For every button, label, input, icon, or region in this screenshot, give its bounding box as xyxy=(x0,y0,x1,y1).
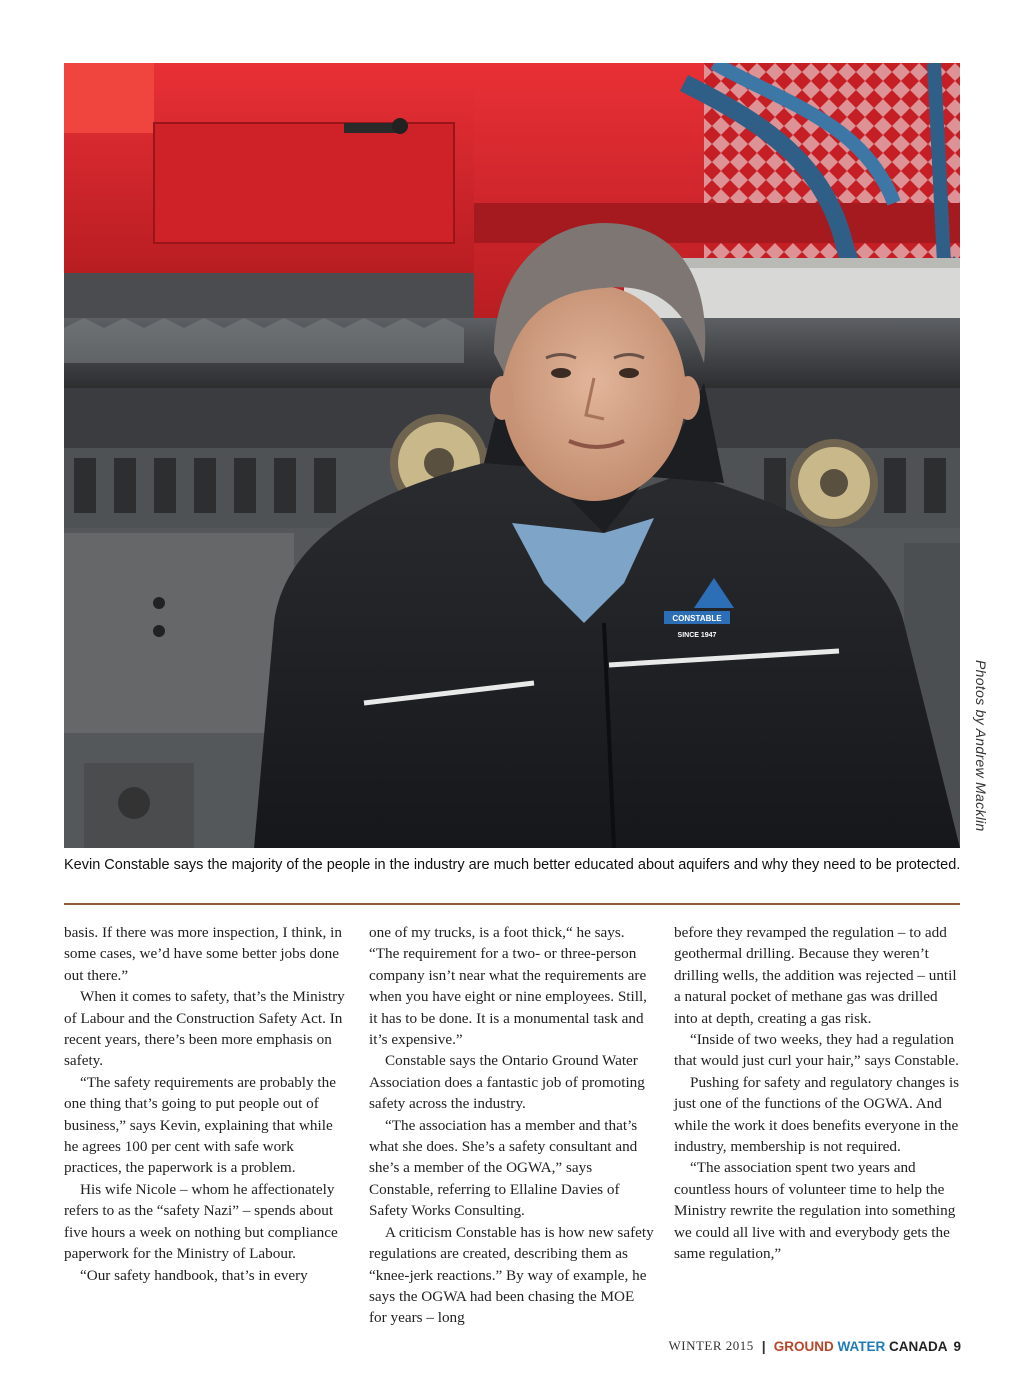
photo-credit xyxy=(971,660,991,850)
issue-season: WINTER 2015 xyxy=(668,1338,754,1353)
paragraph: “The safety requirements are probably the one thing that’s going to put people out of business,” says Kevin, explaining that while he agrees 100 per cent with safe work practices, the paperwork is a problem. xyxy=(64,1073,336,1177)
paragraph: When it comes to safety, that’s the Ministry of Labour and the Construction Safety Act. In recent years, there’s been more emphasis on safety. xyxy=(64,988,345,1070)
feature-photo xyxy=(64,63,960,848)
article-body xyxy=(64,922,960,1332)
paragraph: A criticism Constable has is how new safety regulations are created, describing them as “knee-jerk reactions.” By way of example, he says the OGWA had been chasing the MOE for years – long xyxy=(369,1223,654,1327)
magazine-name-ground: GROUND xyxy=(773,1338,834,1354)
paragraph: His wife Nicole – whom he affectionately refers to as the “safety Nazi” – spends about five hours a week on nothing but compliance paperwork for the Ministry of Labour. xyxy=(64,1180,338,1263)
column-3 xyxy=(674,922,960,1332)
page-footer xyxy=(668,1336,961,1356)
paragraph: Constable says the Ontario Ground Water Association does a fantastic job of promoting safety across the industry. xyxy=(369,1052,645,1113)
paragraph: Pushing for safety and regulatory changes is just one of the functions of the OGWA. And while the work it does benefits everyone in the industry, membership is not required. xyxy=(674,1073,960,1156)
magazine-name-canada: CANADA xyxy=(888,1338,948,1354)
paragraph: before they revamped the regulation – to add geothermal drilling. Because they weren’t drilling wells, the addition was rejected – until a natural pocket of methane gas was drilled into at depth, creating a gas risk. xyxy=(674,924,957,1027)
paragraph: “Our safety handbook, that’s in every xyxy=(80,1266,308,1284)
jacket-logo-name: CONSTABLE xyxy=(672,614,722,623)
photo-caption: Kevin Constable says the majority of the people in the industry are much better educated about aquifers and why they need to be protected. xyxy=(64,857,961,873)
page-number: 9 xyxy=(953,1338,961,1354)
column-1 xyxy=(64,922,350,1332)
paragraph: “The association has a member and that’s what she does. She’s a safety consultant and she’s a member of the OGWA,” says Constable, referring to Ellaline Davies of Safety Works Consulting. xyxy=(369,1116,638,1220)
photo-credit-text: Photos by Andrew Macklin xyxy=(973,660,989,832)
column-2 xyxy=(369,922,655,1332)
paragraph: one of my trucks, is a foot thick,“ he says. “The requirement for a two- or three-person company isn’t near what the requirements are when you have eight or nine employees. Still, it has to be done. It is a monumental task and it’s expensive.” xyxy=(369,924,647,1049)
caption-divider xyxy=(64,903,960,905)
paragraph: “The association spent two years and countless hours of volunteer time to help the Ministry rewrite the regulation into something we could all live with and everybody gets the same regulation,” xyxy=(674,1159,956,1263)
magazine-name xyxy=(774,1339,948,1354)
photo-illustration xyxy=(64,63,960,848)
paragraph: “Inside of two weeks, they had a regulation that would just curl your hair,” says Constable. xyxy=(674,1031,959,1070)
paragraph: basis. If there was more inspection, I think, in some cases, we’d have some better jobs done out there.” xyxy=(64,924,342,984)
magazine-name-water: WATER xyxy=(837,1338,886,1354)
jacket-logo-since: SINCE 1947 xyxy=(677,632,717,639)
footer-separator: | xyxy=(761,1338,766,1354)
